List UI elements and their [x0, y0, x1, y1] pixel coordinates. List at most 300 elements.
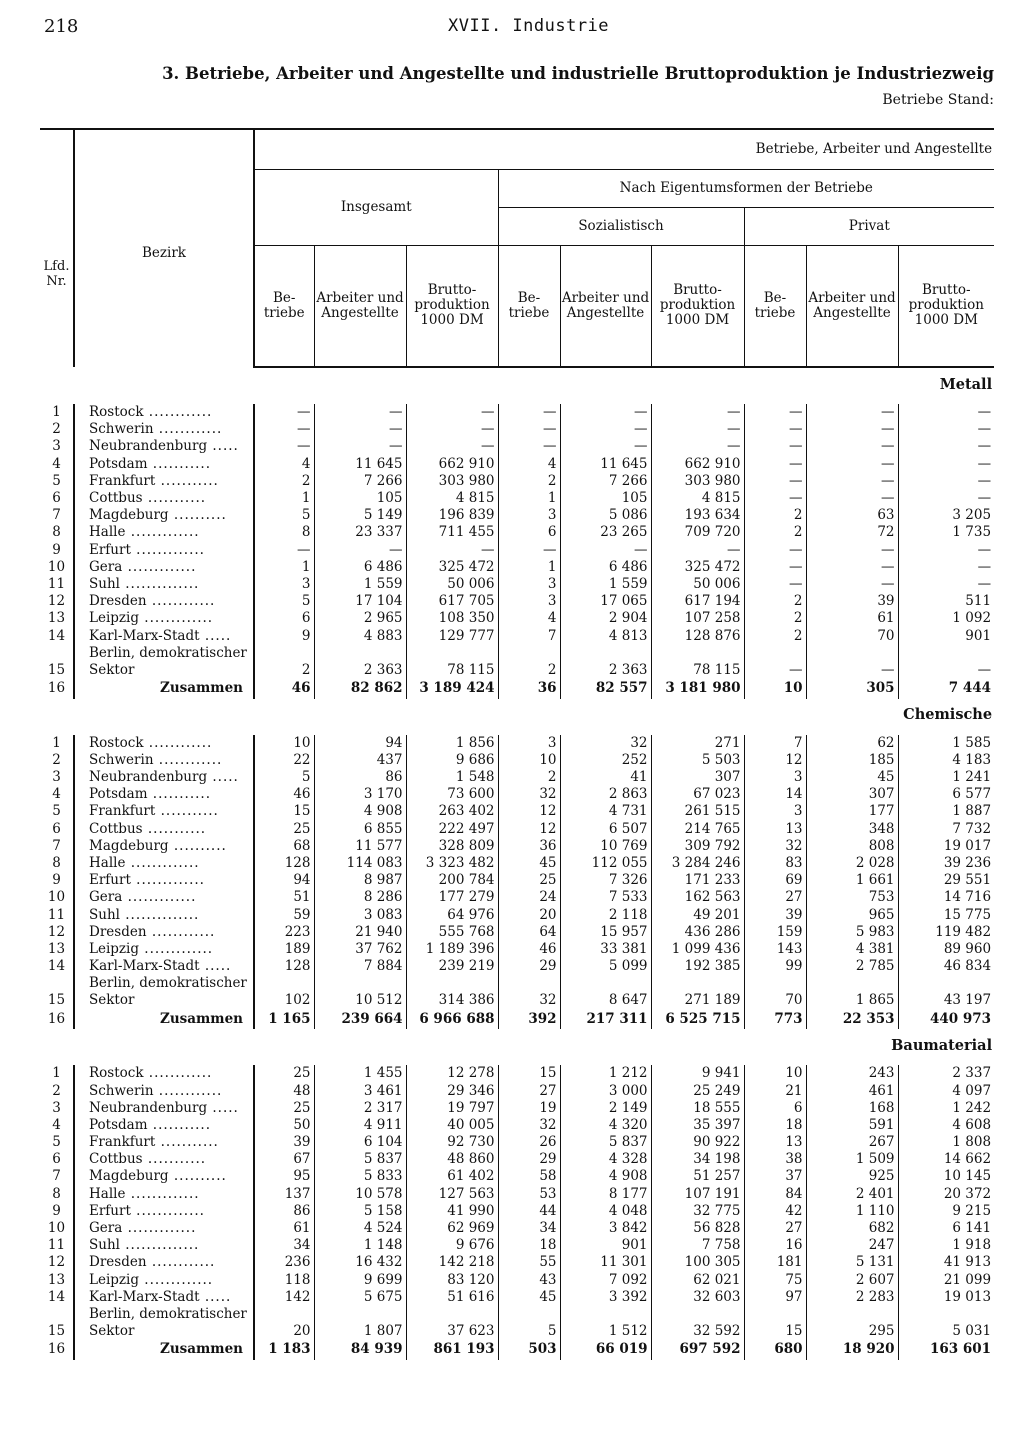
row-number: 14	[47, 627, 66, 644]
betriebe-priv: 42	[744, 1203, 806, 1220]
betriebe-soz: 3	[498, 507, 560, 524]
arbeiter-soz: 8 177	[560, 1186, 651, 1203]
betriebe-insg: 128	[254, 855, 314, 872]
arbeiter-soz: 2 149	[560, 1100, 651, 1117]
bezirk-name	[74, 404, 254, 421]
brutto-priv: —	[898, 576, 994, 593]
arbeiter-insg: 114 083	[314, 855, 406, 872]
bezirk-label: Suhl	[89, 906, 120, 923]
betriebe-priv: 69	[744, 872, 806, 889]
arbeiter-priv: —	[806, 438, 898, 455]
betriebe-insg: 51	[254, 889, 314, 906]
leader-dots: ...........	[142, 490, 207, 507]
brutto-insg: 1 189 396	[406, 941, 498, 958]
leader-dots: ............	[146, 923, 216, 940]
brutto-soz: 697 592	[651, 1340, 744, 1360]
bezirk-name	[74, 872, 254, 889]
brutto-insg: 263 402	[406, 803, 498, 820]
header-brutto: Brutto-produktion 1000 DM	[898, 245, 994, 367]
brutto-priv: 6 577	[898, 786, 994, 803]
leader-dots: ..........	[168, 1168, 227, 1185]
brutto-insg: 61 402	[406, 1168, 498, 1185]
leader-dots: .............	[122, 558, 197, 575]
bezirk-label: Schwerin	[89, 1082, 154, 1099]
betriebe-insg: 46	[254, 786, 314, 803]
arbeiter-priv: —	[806, 542, 898, 559]
arbeiter-priv: 1 865	[806, 975, 898, 1009]
arbeiter-insg: —	[314, 421, 406, 438]
brutto-insg: 142 218	[406, 1254, 498, 1271]
betriebe-soz: 18	[498, 1237, 560, 1254]
arbeiter-insg: 11 577	[314, 838, 406, 855]
leader-dots: .....	[199, 627, 232, 644]
bezirk-label: Gera	[89, 558, 123, 575]
betriebe-soz: 2	[498, 769, 560, 786]
row-number: 8	[52, 1185, 61, 1202]
brutto-insg: 3 189 424	[406, 679, 498, 699]
brutto-insg: 9 676	[406, 1237, 498, 1254]
arbeiter-insg: 86	[314, 769, 406, 786]
leader-dots: ...........	[147, 455, 212, 472]
brutto-soz: 5 503	[651, 752, 744, 769]
running-head: XVII. Industrie	[448, 16, 610, 36]
betriebe-priv: 13	[744, 821, 806, 838]
arbeiter-insg: 4 883	[314, 627, 406, 644]
leader-dots: ...........	[142, 1151, 207, 1168]
arbeiter-priv: 61	[806, 610, 898, 627]
brutto-insg: 711 455	[406, 524, 498, 541]
brutto-soz: 4 815	[651, 490, 744, 507]
brutto-priv: 4 183	[898, 752, 994, 769]
betriebe-priv: 12	[744, 752, 806, 769]
betriebe-priv: 83	[744, 855, 806, 872]
brutto-priv: —	[898, 490, 994, 507]
betriebe-soz: 2	[498, 473, 560, 490]
betriebe-priv: —	[744, 576, 806, 593]
brutto-insg: 861 193	[406, 1340, 498, 1360]
header-bezirk: Bezirk	[74, 129, 254, 367]
brutto-soz: —	[651, 421, 744, 438]
arbeiter-priv: 168	[806, 1100, 898, 1117]
betriebe-insg: 34	[254, 1237, 314, 1254]
table-row	[40, 1220, 994, 1237]
betriebe-priv: 84	[744, 1186, 806, 1203]
arbeiter-soz: 901	[560, 1237, 651, 1254]
brutto-insg: 196 839	[406, 507, 498, 524]
brutto-soz: 214 765	[651, 821, 744, 838]
arbeiter-insg: 239 664	[314, 1009, 406, 1029]
bezirk-label: Potsdam	[89, 786, 148, 803]
brutto-soz: 271 189	[651, 975, 744, 1009]
bezirk-label: Rostock	[89, 734, 144, 751]
brutto-priv: 1 242	[898, 1100, 994, 1117]
arbeiter-insg: —	[314, 404, 406, 421]
brutto-soz: 51 257	[651, 1168, 744, 1185]
leader-dots: ...........	[147, 1116, 212, 1133]
arbeiter-priv: 753	[806, 889, 898, 906]
brutto-priv: 6 141	[898, 1220, 994, 1237]
brutto-soz: 9 941	[651, 1065, 744, 1082]
brutto-soz: 78 115	[651, 645, 744, 679]
arbeiter-priv: 1 110	[806, 1203, 898, 1220]
arbeiter-priv: 39	[806, 593, 898, 610]
row-number: 8	[52, 855, 61, 872]
arbeiter-insg: 8 286	[314, 889, 406, 906]
betriebe-soz: 24	[498, 889, 560, 906]
betriebe-insg: —	[254, 421, 314, 438]
betriebe-soz: 46	[498, 941, 560, 958]
arbeiter-soz: 33 381	[560, 941, 651, 958]
leader-dots: ............	[153, 1082, 223, 1099]
row-number: 2	[52, 751, 61, 768]
bezirk-name	[74, 1254, 254, 1271]
table-row	[40, 1254, 994, 1271]
arbeiter-priv: 808	[806, 838, 898, 855]
total-label: Zusammen	[74, 1009, 254, 1029]
betriebe-priv: 10	[744, 679, 806, 699]
arbeiter-priv: 1 509	[806, 1151, 898, 1168]
brutto-priv: —	[898, 542, 994, 559]
arbeiter-soz: 17 065	[560, 593, 651, 610]
betriebe-priv: 15	[744, 1306, 806, 1340]
table-row	[40, 769, 994, 786]
brutto-insg: 73 600	[406, 786, 498, 803]
betriebe-insg: 25	[254, 1065, 314, 1082]
leader-dots: .....	[199, 1288, 232, 1305]
betriebe-soz: 25	[498, 872, 560, 889]
bezirk-label: Dresden	[89, 1254, 147, 1271]
brutto-insg: 239 219	[406, 958, 498, 975]
bezirk-name	[74, 1272, 254, 1289]
brutto-insg: 108 350	[406, 610, 498, 627]
table-row	[40, 941, 994, 958]
betriebe-insg: 1 183	[254, 1340, 314, 1360]
arbeiter-soz: 1 559	[560, 576, 651, 593]
bezirk-name	[74, 1186, 254, 1203]
brutto-soz: 3 284 246	[651, 855, 744, 872]
betriebe-soz: 10	[498, 752, 560, 769]
arbeiter-priv: —	[806, 645, 898, 679]
betriebe-priv: 181	[744, 1254, 806, 1271]
bezirk-label: Frankfurt	[89, 803, 156, 820]
bezirk-name	[74, 1306, 254, 1340]
section-title: Metall	[939, 375, 993, 393]
page-number: 218	[44, 16, 79, 37]
brutto-priv: 19 013	[898, 1289, 994, 1306]
arbeiter-priv: 4 381	[806, 941, 898, 958]
betriebe-priv: 2	[744, 593, 806, 610]
table-row	[40, 1082, 994, 1099]
bezirk-label: Potsdam	[89, 455, 148, 472]
brutto-soz: 7 758	[651, 1237, 744, 1254]
table-row	[40, 421, 994, 438]
table-row	[40, 1134, 994, 1151]
betriebe-insg: 8	[254, 524, 314, 541]
betriebe-insg: —	[254, 404, 314, 421]
row-number: 4	[52, 1116, 61, 1133]
arbeiter-soz: 4 908	[560, 1168, 651, 1185]
table-row	[40, 752, 994, 769]
brutto-priv: 15 775	[898, 907, 994, 924]
bezirk-name	[74, 1220, 254, 1237]
brutto-priv: —	[898, 559, 994, 576]
leader-dots: ..............	[119, 1237, 200, 1254]
leader-dots: ..........	[168, 507, 227, 524]
arbeiter-priv: 62	[806, 735, 898, 752]
header-arbeiter: Arbeiter und Angestellte	[314, 245, 406, 367]
table-row	[40, 559, 994, 576]
bezirk-label: Karl-Marx-Stadt	[89, 627, 200, 644]
arbeiter-insg: 6 104	[314, 1134, 406, 1151]
betriebe-soz: 29	[498, 958, 560, 975]
betriebe-insg: 118	[254, 1272, 314, 1289]
table-row	[40, 855, 994, 872]
header-betriebe: Be-triebe	[744, 245, 806, 367]
row-number: 6	[52, 820, 61, 837]
arbeiter-priv: 18 920	[806, 1340, 898, 1360]
betriebe-insg: 4	[254, 456, 314, 473]
brutto-priv: —	[898, 456, 994, 473]
leader-dots: .............	[139, 610, 214, 627]
arbeiter-insg: 10 512	[314, 975, 406, 1009]
brutto-priv: 2 337	[898, 1065, 994, 1082]
arbeiter-insg: 94	[314, 735, 406, 752]
betriebe-soz: 53	[498, 1186, 560, 1203]
leader-dots: .............	[122, 1220, 197, 1237]
betriebe-priv: 97	[744, 1289, 806, 1306]
bezirk-name	[74, 438, 254, 455]
arbeiter-priv: 5 983	[806, 924, 898, 941]
table-row	[40, 593, 994, 610]
brutto-priv: 1 735	[898, 524, 994, 541]
row-number: 11	[47, 1237, 66, 1254]
arbeiter-insg: 4 908	[314, 803, 406, 820]
header-arbeiter: Arbeiter und Angestellte	[806, 245, 898, 367]
arbeiter-soz: 5 086	[560, 507, 651, 524]
row-number: 7	[52, 507, 61, 524]
row-number: 3	[52, 769, 61, 786]
bezirk-name	[74, 803, 254, 820]
arbeiter-soz: 105	[560, 490, 651, 507]
betriebe-priv: —	[744, 559, 806, 576]
arbeiter-soz: 4 731	[560, 803, 651, 820]
section-spacer	[74, 1029, 254, 1065]
betriebe-soz: 44	[498, 1203, 560, 1220]
brutto-soz: 171 233	[651, 872, 744, 889]
brutto-insg: 1 548	[406, 769, 498, 786]
brutto-soz: 709 720	[651, 524, 744, 541]
betriebe-insg: 22	[254, 752, 314, 769]
brutto-priv: 4 608	[898, 1117, 994, 1134]
betriebe-soz: 34	[498, 1220, 560, 1237]
arbeiter-priv: 267	[806, 1134, 898, 1151]
table-row	[40, 1117, 994, 1134]
header-betriebe: Be-triebe	[498, 245, 560, 367]
betriebe-soz: —	[498, 421, 560, 438]
betriebe-insg: 128	[254, 958, 314, 975]
arbeiter-priv: 2 283	[806, 1289, 898, 1306]
brutto-insg: 4 815	[406, 490, 498, 507]
arbeiter-insg: 3 461	[314, 1082, 406, 1099]
bezirk-label: Schwerin	[89, 421, 154, 438]
bezirk-name	[74, 821, 254, 838]
bezirk-name	[74, 542, 254, 559]
header-group-top: Betriebe, Arbeiter und Angestellte	[254, 129, 994, 169]
betriebe-insg: 2	[254, 645, 314, 679]
arbeiter-soz: 66 019	[560, 1340, 651, 1360]
brutto-priv: 1 241	[898, 769, 994, 786]
table-row	[40, 404, 994, 421]
leader-dots: ............	[143, 734, 213, 751]
bezirk-name	[74, 1082, 254, 1099]
bezirk-label: Leipzig	[89, 940, 139, 957]
bezirk-name	[74, 645, 254, 679]
brutto-insg: —	[406, 542, 498, 559]
row-number: 7	[52, 837, 61, 854]
brutto-insg: 92 730	[406, 1134, 498, 1151]
arbeiter-insg: 4 911	[314, 1117, 406, 1134]
brutto-priv: 119 482	[898, 924, 994, 941]
bezirk-name	[74, 559, 254, 576]
bezirk-label: Erfurt	[89, 872, 131, 889]
betriebe-insg: 3	[254, 576, 314, 593]
arbeiter-soz: 2 863	[560, 786, 651, 803]
bezirk-label: Berlin, demokratischer Sektor	[89, 1305, 247, 1339]
betriebe-priv: 10	[744, 1065, 806, 1082]
table-row	[40, 786, 994, 803]
leader-dots: ...........	[147, 786, 212, 803]
brutto-soz: 6 525 715	[651, 1009, 744, 1029]
brutto-insg: 314 386	[406, 975, 498, 1009]
bezirk-name	[74, 593, 254, 610]
arbeiter-soz: 7 533	[560, 889, 651, 906]
betriebe-soz: 3	[498, 593, 560, 610]
betriebe-priv: —	[744, 456, 806, 473]
leader-dots: .............	[125, 1185, 200, 1202]
brutto-priv: 89 960	[898, 941, 994, 958]
brutto-priv: 7 444	[898, 679, 994, 699]
row-number: 9	[52, 1202, 61, 1219]
header-insgesamt: Insgesamt	[254, 169, 498, 245]
betriebe-soz: —	[498, 404, 560, 421]
leader-dots: .............	[130, 541, 205, 558]
betriebe-insg: 20	[254, 1306, 314, 1340]
arbeiter-soz: 7 266	[560, 473, 651, 490]
betriebe-insg: 142	[254, 1289, 314, 1306]
brutto-soz: 62 021	[651, 1272, 744, 1289]
bezirk-label: Rostock	[89, 404, 144, 421]
arbeiter-priv: 63	[806, 507, 898, 524]
betriebe-priv: 13	[744, 1134, 806, 1151]
brutto-insg: 662 910	[406, 456, 498, 473]
betriebe-priv: 143	[744, 941, 806, 958]
section-spacer	[74, 699, 254, 735]
leader-dots: ............	[153, 421, 223, 438]
header-arbeiter: Arbeiter und Angestellte	[560, 245, 651, 367]
arbeiter-soz: 4 813	[560, 627, 651, 644]
bezirk-label: Frankfurt	[89, 472, 156, 489]
brutto-insg: 40 005	[406, 1117, 498, 1134]
betriebe-soz: 4	[498, 610, 560, 627]
bezirk-name	[74, 627, 254, 644]
betriebe-soz: 32	[498, 786, 560, 803]
bezirk-name	[74, 1065, 254, 1082]
arbeiter-soz: 252	[560, 752, 651, 769]
bezirk-name	[74, 610, 254, 627]
leader-dots: ............	[143, 404, 213, 421]
row-number: 13	[47, 1271, 66, 1288]
bezirk-name	[74, 1168, 254, 1185]
leader-dots: .....	[199, 958, 232, 975]
arbeiter-insg: —	[314, 542, 406, 559]
arbeiter-soz: 6 486	[560, 559, 651, 576]
table-title: 3. Betriebe, Arbeiter und Angestellte und industrielle Bruttoproduktion je Industriezweig	[162, 64, 994, 83]
bezirk-name	[74, 456, 254, 473]
betriebe-soz: 55	[498, 1254, 560, 1271]
arbeiter-insg: 3 083	[314, 907, 406, 924]
brutto-insg: 64 976	[406, 907, 498, 924]
arbeiter-soz: 15 957	[560, 924, 651, 941]
bezirk-name	[74, 975, 254, 1009]
arbeiter-insg: 23 337	[314, 524, 406, 541]
row-number: 12	[47, 593, 66, 610]
total-label: Zusammen	[74, 679, 254, 699]
row-number: 15	[47, 1322, 66, 1339]
betriebe-insg: 10	[254, 735, 314, 752]
brutto-soz: 107 191	[651, 1186, 744, 1203]
betriebe-insg: 67	[254, 1151, 314, 1168]
brutto-insg: 127 563	[406, 1186, 498, 1203]
arbeiter-insg: 1 807	[314, 1306, 406, 1340]
table-row	[40, 473, 994, 490]
row-number: 16	[47, 1341, 66, 1358]
betriebe-insg: 94	[254, 872, 314, 889]
brutto-soz: 617 194	[651, 593, 744, 610]
brutto-soz: 32 775	[651, 1203, 744, 1220]
arbeiter-soz: 3 842	[560, 1220, 651, 1237]
bezirk-name	[74, 1203, 254, 1220]
brutto-priv: 1 887	[898, 803, 994, 820]
section-title: Chemische	[903, 706, 993, 724]
betriebe-soz: 4	[498, 456, 560, 473]
betriebe-priv: 32	[744, 838, 806, 855]
table-row	[40, 456, 994, 473]
statistics-table	[40, 128, 994, 1360]
betriebe-priv: 2	[744, 610, 806, 627]
betriebe-insg: 86	[254, 1203, 314, 1220]
section-title: Baumaterial	[891, 1036, 993, 1054]
betriebe-priv: 39	[744, 907, 806, 924]
arbeiter-soz: 217 311	[560, 1009, 651, 1029]
bezirk-name	[74, 941, 254, 958]
table-row	[40, 975, 994, 1009]
leader-dots: ..........	[168, 837, 227, 854]
brutto-priv: 9 215	[898, 1203, 994, 1220]
betriebe-insg: 1 165	[254, 1009, 314, 1029]
arbeiter-priv: —	[806, 490, 898, 507]
row-number: 2	[52, 1082, 61, 1099]
arbeiter-priv: —	[806, 456, 898, 473]
arbeiter-priv: —	[806, 421, 898, 438]
brutto-insg: 78 115	[406, 645, 498, 679]
brutto-soz: 325 472	[651, 559, 744, 576]
brutto-priv: 3 205	[898, 507, 994, 524]
header-lfd-nr: Lfd. Nr.	[40, 129, 74, 367]
row-number: 5	[52, 803, 61, 820]
row-number: 3	[52, 1099, 61, 1116]
brutto-soz: —	[651, 542, 744, 559]
table-subtitle: Betriebe Stand:	[882, 92, 994, 108]
